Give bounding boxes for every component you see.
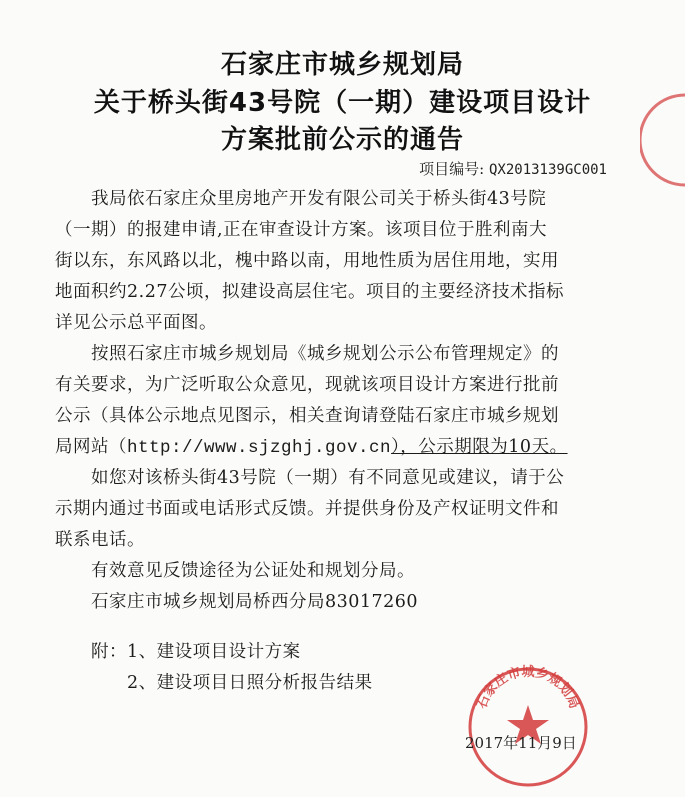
- website-suffix: ），公示期限为10天。: [391, 437, 568, 457]
- paragraph-1-line-1: 我局依石家庄众里房地产开发有限公司关于桥头街43号院: [55, 189, 547, 209]
- project-number-code: QX2013139GC001: [488, 162, 607, 178]
- attachment-1: 附：1、建设项目设计方案: [55, 642, 301, 662]
- title-line-1: 石家庄市城乡规划局: [220, 50, 464, 80]
- contact-line: 石家庄市城乡规划局桥西分局83017260: [55, 592, 419, 612]
- svg-text:石家庄市城乡规划局: [475, 664, 582, 710]
- project-number: [419, 158, 607, 179]
- paragraph-2-line-2: 有关要求，为广泛听取公众意见，现就该项目设计方案进行批前: [55, 375, 559, 395]
- title-line-2: 关于桥头街43号院（一期）建设项目设计: [93, 88, 592, 118]
- title-line-3: 方案批前公示的通告: [220, 125, 464, 155]
- paragraph-2-line-1: 按照石家庄市城乡规划局《城乡规划公示公布管理规定》的: [55, 344, 559, 364]
- seam-seal-icon: [640, 85, 685, 195]
- paragraph-3-line-2: 示期内通过书面或电话形式反馈。并提供身份及产权证明文件和: [55, 499, 559, 519]
- seal-text: 石家庄市城乡规划局: [474, 664, 582, 711]
- paragraph-2-line-4: [55, 433, 568, 458]
- paragraph-2-line-3: 公示（具体公示地点见图示，相关查询请登陆石家庄市城乡规划: [55, 406, 559, 426]
- website-prefix: 局网站（: [55, 437, 127, 457]
- website-url[interactable]: http://www.sjzghj.gov.cn: [127, 438, 392, 458]
- paragraph-1-line-2: （一期）的报建申请,正在审查设计方案。该项目位于胜利南大: [55, 220, 548, 240]
- paragraph-1-line-4: 地面积约2.27公顷，拟建设高层住宅。项目的主要经济技术指标: [55, 282, 564, 302]
- paragraph-1-line-5: 详见公示总平面图。: [55, 313, 217, 333]
- paragraph-4-line-1: 有效意见反馈途径为公证处和规划分局。: [55, 561, 415, 581]
- official-seal-icon: [458, 655, 598, 795]
- paragraph-3-line-3: 联系电话。: [55, 530, 145, 550]
- project-number-label: 项目编号:: [419, 160, 485, 178]
- paragraph-1-line-3: 街以东，东风路以北，槐中路以南，用地性质为居住用地，实用: [55, 251, 559, 271]
- attachment-2: 2、建设项目日照分析报告结果: [55, 673, 373, 693]
- issue-date: 2017年11月9日: [465, 734, 577, 752]
- paragraph-3-line-1: 如您对该桥头街43号院（一期）有不同意见或建议，请于公: [55, 468, 565, 488]
